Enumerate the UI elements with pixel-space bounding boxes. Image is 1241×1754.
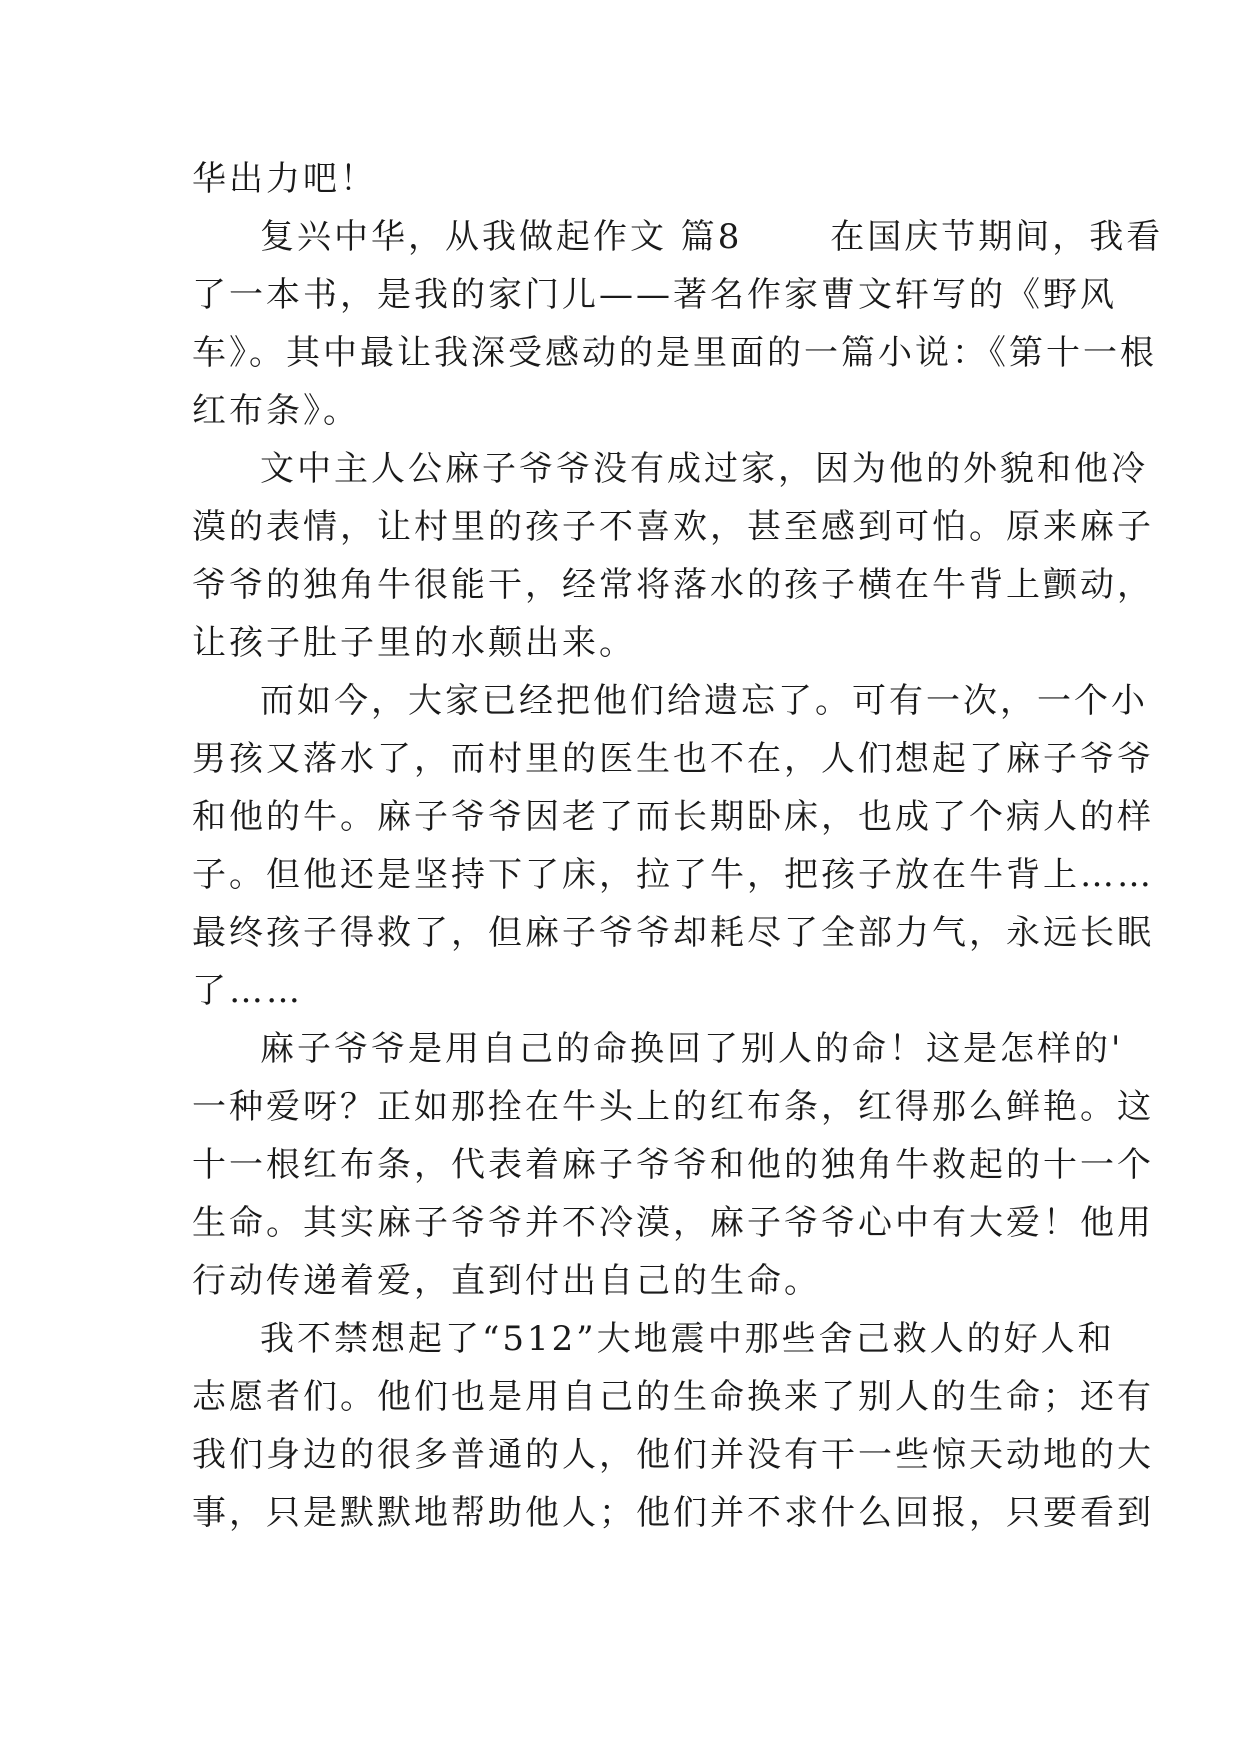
paragraph-2 — [192, 208, 1164, 440]
text-line: 车》。其中最让我深受感动的是里面的一篇小说：《第十一根 — [192, 333, 1157, 373]
text-line: 和他的牛。麻子爷爷因老了而长期卧床，也成了个病人的样 — [192, 797, 1154, 837]
paragraph-1 — [192, 150, 1052, 208]
text-line: 志愿者们。他们也是用自己的生命换来了别人的生命；还有 — [192, 1377, 1154, 1417]
text-line: 十一根红布条，代表着麻子爷爷和他的独角牛救起的十一个 — [192, 1145, 1154, 1185]
text-line: 行动传递着爱，直到付出自己的生命。 — [192, 1261, 821, 1301]
text-line: 了一本书，是我的家门儿——著名作家曹文轩写的《野风 — [192, 275, 1117, 315]
paragraph-3 — [192, 440, 1154, 672]
text-line: 文中主人公麻子爷爷没有成过家，因为他的外貌和他冷 — [260, 449, 1148, 489]
text-line: 复兴中华，从我做起作文 篇8 在国庆节期间，我看 — [260, 217, 1164, 257]
text-line: 我们身边的很多普通的人，他们并没有干一些惊天动地的大 — [192, 1435, 1154, 1475]
text-line: 而如今，大家已经把他们给遗忘了。可有一次，一个小 — [260, 681, 1148, 721]
text-line: 红布条》。 — [192, 391, 360, 431]
text-line: 男孩又落水了，而村里的医生也不在，人们想起了麻子爷爷 — [192, 739, 1154, 779]
text-line: 最终孩子得救了，但麻子爷爷却耗尽了全部力气，永远长眠 — [192, 913, 1154, 953]
text-line: 一种爱呀？正如那拴在牛头上的红布条，红得那么鲜艳。这 — [192, 1087, 1154, 1127]
text-line: 我不禁想起了“512”大地震中那些舍己救人的好人和 — [260, 1319, 1115, 1359]
paragraph-6 — [192, 1310, 1154, 1542]
text-line: 爷爷的独角牛很能干，经常将落水的孩子横在牛背上颤动， — [192, 565, 1154, 605]
text-line: 让孩子肚子里的水颠出来。 — [192, 623, 636, 663]
text-line: 子。但他还是坚持下了床，拉了牛，把孩子放在牛背上…… — [192, 855, 1154, 895]
text-line: 生命。其实麻子爷爷并不冷漠，麻子爷爷心中有大爱！他用 — [192, 1203, 1154, 1243]
text-line: 了…… — [192, 971, 303, 1011]
text-line: 事，只是默默地帮助他人；他们并不求什么回报，只要看到 — [192, 1493, 1154, 1533]
text-line: 华出力吧！ — [192, 159, 377, 199]
text-line: 麻子爷爷是用自己的命换回了别人的命！这是怎样的' — [260, 1029, 1124, 1069]
paragraph-5 — [192, 1020, 1154, 1310]
paragraph-4 — [192, 672, 1154, 1020]
text-line: 漠的表情，让村里的孩子不喜欢，甚至感到可怕。原来麻子 — [192, 507, 1154, 547]
document-page — [192, 150, 1164, 1542]
